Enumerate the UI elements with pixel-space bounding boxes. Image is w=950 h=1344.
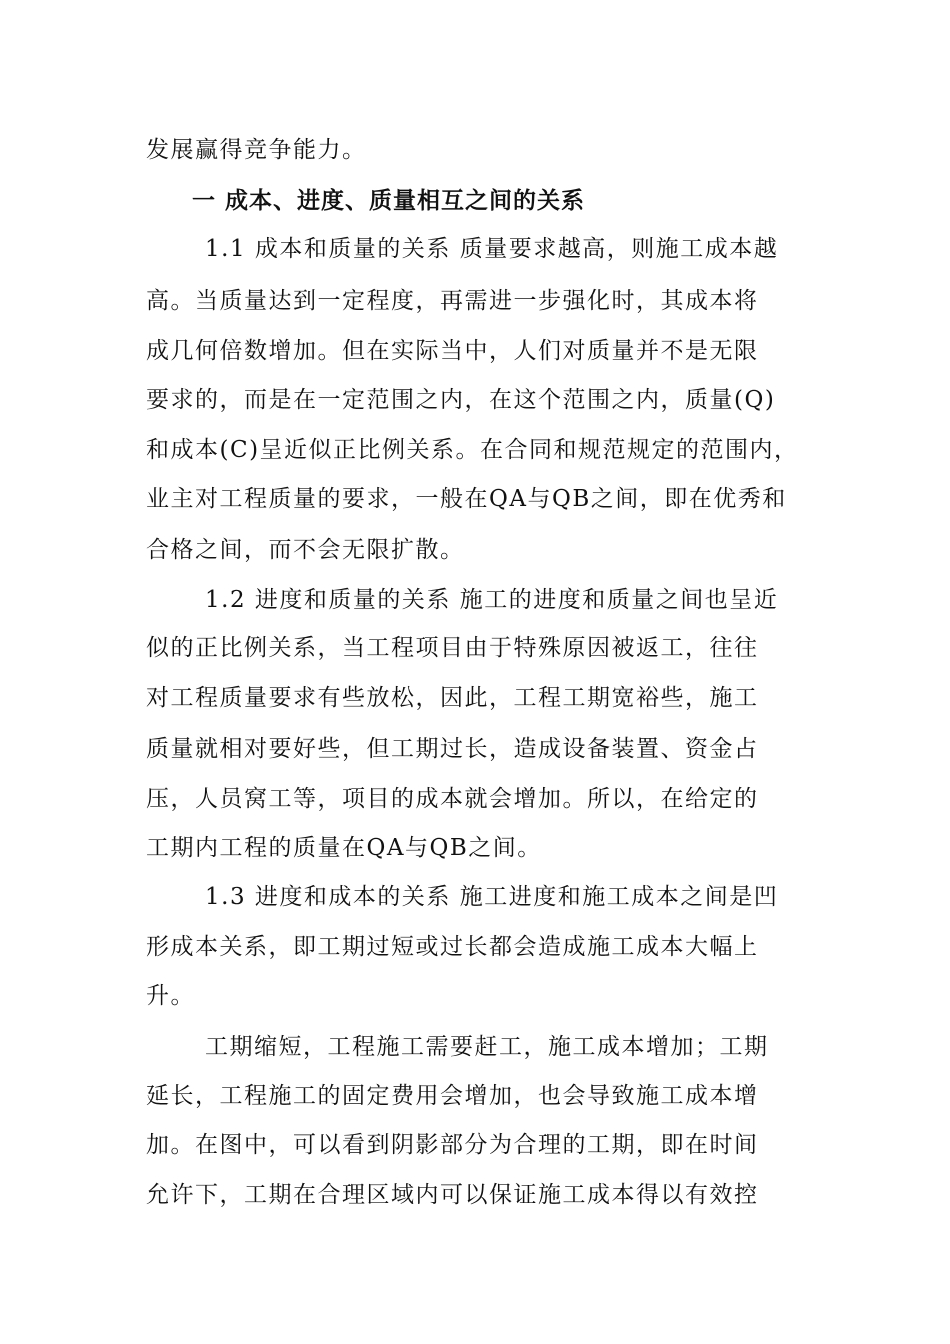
paragraph-line: 业主对工程质量的要求，一般在QA与QB之间，即在优秀和 bbox=[146, 486, 787, 512]
paragraph-line: 延长，工程施工的固定费用会增加，也会导致施工成本增 bbox=[146, 1083, 759, 1109]
paragraph-line: 对工程质量要求有些放松，因此，工程工期宽裕些，施工 bbox=[146, 685, 759, 711]
paragraph-line: 允许下，工期在合理区域内可以保证施工成本得以有效控 bbox=[146, 1182, 759, 1208]
section-heading: 一 成本、进度、质量相互之间的关系 bbox=[192, 188, 586, 214]
paragraph-line: 1.3 进度和成本的关系 施工进度和施工成本之间是凹 bbox=[205, 884, 779, 910]
paragraph-line: 成几何倍数增加。但在实际当中，人们对质量并不是无限 bbox=[146, 338, 759, 364]
paragraph-line: 工期内工程的质量在QA与QB之间。 bbox=[146, 835, 542, 861]
paragraph-line: 升。 bbox=[146, 983, 195, 1009]
paragraph-line: 似的正比例关系，当工程项目由于特殊原因被返工，往往 bbox=[146, 635, 759, 661]
continuation-line: 发展赢得竞争能力。 bbox=[146, 137, 367, 163]
paragraph-line: 1.1 成本和质量的关系 质量要求越高，则施工成本越 bbox=[205, 236, 779, 262]
paragraph-line: 工期缩短，工程施工需要赶工，施工成本增加；工期 bbox=[205, 1034, 769, 1060]
paragraph-line: 质量就相对要好些，但工期过长，造成设备装置、资金占 bbox=[146, 736, 759, 762]
paragraph-line: 要求的，而是在一定范围之内，在这个范围之内，质量(Q) bbox=[146, 387, 776, 413]
paragraph-line: 高。当质量达到一定程度，再需进一步强化时，其成本将 bbox=[146, 288, 759, 314]
paragraph-line: 1.2 进度和质量的关系 施工的进度和质量之间也呈近 bbox=[205, 587, 779, 613]
paragraph-line: 形成本关系，即工期过短或过长都会造成施工成本大幅上 bbox=[146, 934, 759, 960]
paragraph-line: 合格之间，而不会无限扩散。 bbox=[146, 537, 465, 563]
paragraph-line: 加。在图中，可以看到阴影部分为合理的工期，即在时间 bbox=[146, 1132, 759, 1158]
paragraph-line: 和成本(C)呈近似正比例关系。在合同和规范规定的范围内， bbox=[146, 437, 799, 463]
paragraph-line: 压，人员窝工等，项目的成本就会增加。所以，在给定的 bbox=[146, 786, 759, 812]
